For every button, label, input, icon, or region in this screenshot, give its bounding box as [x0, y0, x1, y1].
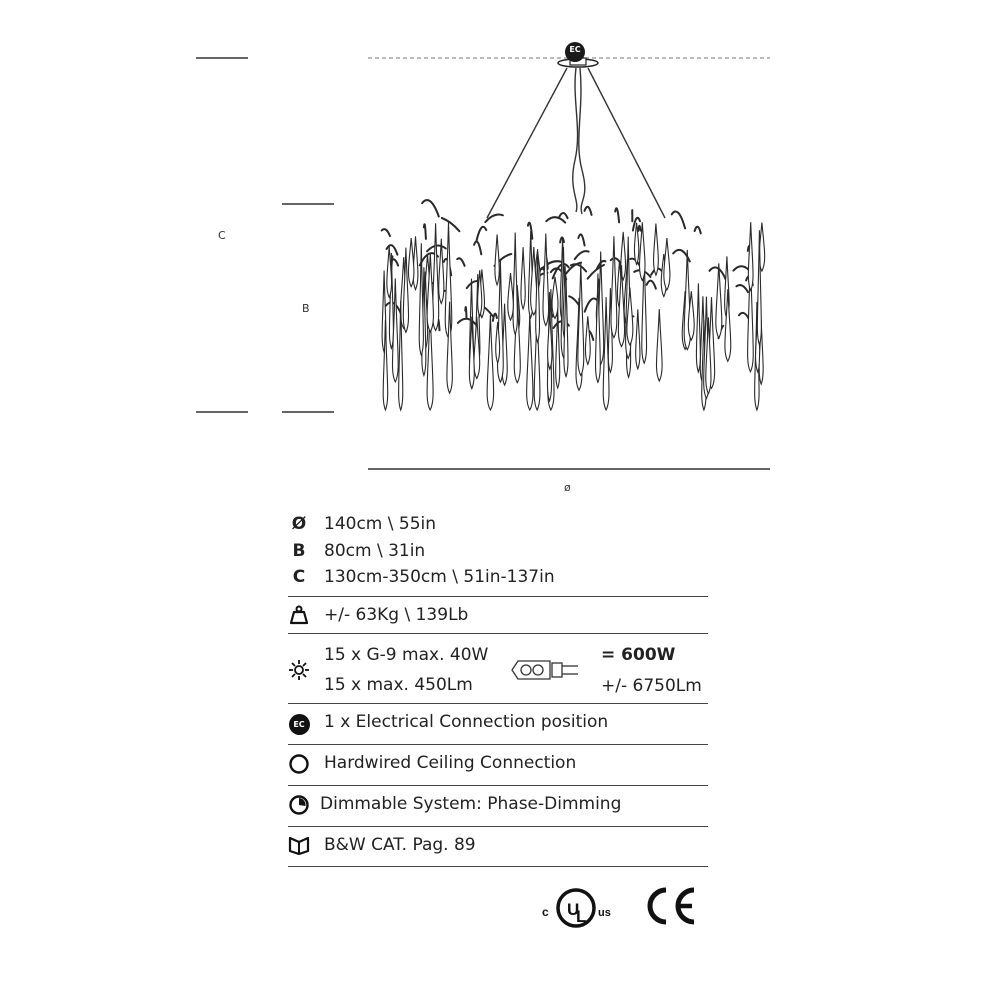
- branch: [458, 319, 478, 327]
- crystal-drop: [696, 283, 700, 372]
- branch: [382, 229, 390, 236]
- crystal-drop: [716, 263, 722, 338]
- ec-icon: [288, 712, 310, 735]
- svg-text:us: us: [598, 907, 611, 919]
- label-c: C: [218, 229, 226, 242]
- catalog-icon: [288, 835, 310, 860]
- height-b-value: 80cm \ 31in: [324, 541, 426, 561]
- crystal-drop: [611, 236, 617, 337]
- separator: [288, 866, 708, 867]
- crystal-drop: [521, 247, 525, 309]
- b-symbol: B: [292, 541, 306, 561]
- branch: [493, 314, 497, 321]
- crystal-drop: [513, 233, 517, 335]
- separator: [288, 703, 708, 704]
- weight-icon: [288, 605, 310, 630]
- branch: [739, 313, 749, 319]
- g9-bulb-icon: [510, 657, 580, 688]
- crystal-drop: [392, 278, 398, 382]
- branch: [422, 200, 439, 216]
- separator: [288, 785, 708, 786]
- electrical-value: 1 x Electrical Connection position: [324, 712, 609, 732]
- separator: [288, 633, 708, 634]
- branch: [578, 234, 584, 245]
- branch: [571, 264, 586, 271]
- crystal-drop: [636, 309, 640, 369]
- crystal-drop: [552, 277, 558, 319]
- catalog-value: B&W CAT. Pag. 89: [324, 835, 476, 855]
- light-icon: [288, 659, 310, 686]
- branch: [546, 217, 565, 222]
- crystal-drop: [543, 234, 549, 326]
- lamps-line1: 15 x G-9 max. 40W: [324, 645, 489, 665]
- lamps-total-lumen: +/- 6750Lm: [601, 676, 702, 696]
- weight-value: +/- 63Kg \ 139Lb: [324, 605, 469, 625]
- label-b: B: [302, 302, 310, 315]
- separator: [288, 826, 708, 827]
- crystal-drop: [408, 238, 413, 287]
- ce-certification-icon: [644, 884, 700, 932]
- branch: [695, 227, 701, 234]
- circle-icon: [288, 753, 310, 780]
- branch: [457, 258, 464, 265]
- c-symbol: C: [292, 567, 306, 587]
- height-c-value: 130cm-350cm \ 51in-137in: [324, 567, 555, 587]
- branch: [615, 208, 619, 222]
- branch: [465, 307, 466, 318]
- branch: [672, 211, 685, 228]
- crystal-drop: [527, 314, 533, 410]
- crystal-drop: [603, 297, 609, 410]
- crystal-drop: [654, 224, 659, 276]
- svg-text:c: c: [542, 905, 549, 919]
- separator: [288, 596, 708, 597]
- diameter-value: 140cm \ 55in: [324, 514, 437, 534]
- svg-text:U: U: [567, 900, 580, 919]
- crystal-drop: [487, 315, 493, 410]
- branch: [638, 226, 640, 231]
- lamps-line2: 15 x max. 450Lm: [324, 675, 473, 695]
- branch: [442, 218, 460, 231]
- crystal-drop: [578, 263, 584, 375]
- branch: [474, 241, 481, 254]
- spec-lamps: [288, 645, 708, 701]
- label-diameter: ø: [564, 481, 571, 494]
- branch: [477, 227, 487, 241]
- crystal-drop: [439, 239, 444, 304]
- branch: [575, 251, 589, 259]
- crystal-drop: [585, 316, 590, 364]
- crystal-drop: [508, 273, 514, 320]
- crystal-drops: [382, 222, 765, 410]
- branch: [736, 285, 748, 292]
- lamps-total-power: = 600W: [601, 645, 676, 665]
- crystal-drop: [748, 222, 753, 290]
- ec-marker-text: EC: [569, 45, 581, 54]
- dimmable-value: Dimmable System: Phase-Dimming: [320, 794, 622, 814]
- crystal-drop: [556, 308, 560, 388]
- crystal-drop: [495, 234, 499, 285]
- diameter-symbol: Ø: [291, 514, 307, 534]
- branch: [424, 224, 426, 239]
- ec-icon-text: EC: [289, 714, 310, 735]
- crystal-drop: [656, 309, 662, 381]
- branch: [585, 207, 592, 215]
- suspension-cables: [487, 68, 665, 218]
- ceiling-value: Hardwired Ceiling Connection: [324, 753, 577, 773]
- separator: [288, 744, 708, 745]
- svg-text:L: L: [576, 907, 587, 926]
- dimmer-icon: [288, 794, 310, 821]
- crystal-drop: [664, 238, 670, 290]
- branch: [647, 281, 656, 289]
- ul-certification-icon: [538, 884, 618, 936]
